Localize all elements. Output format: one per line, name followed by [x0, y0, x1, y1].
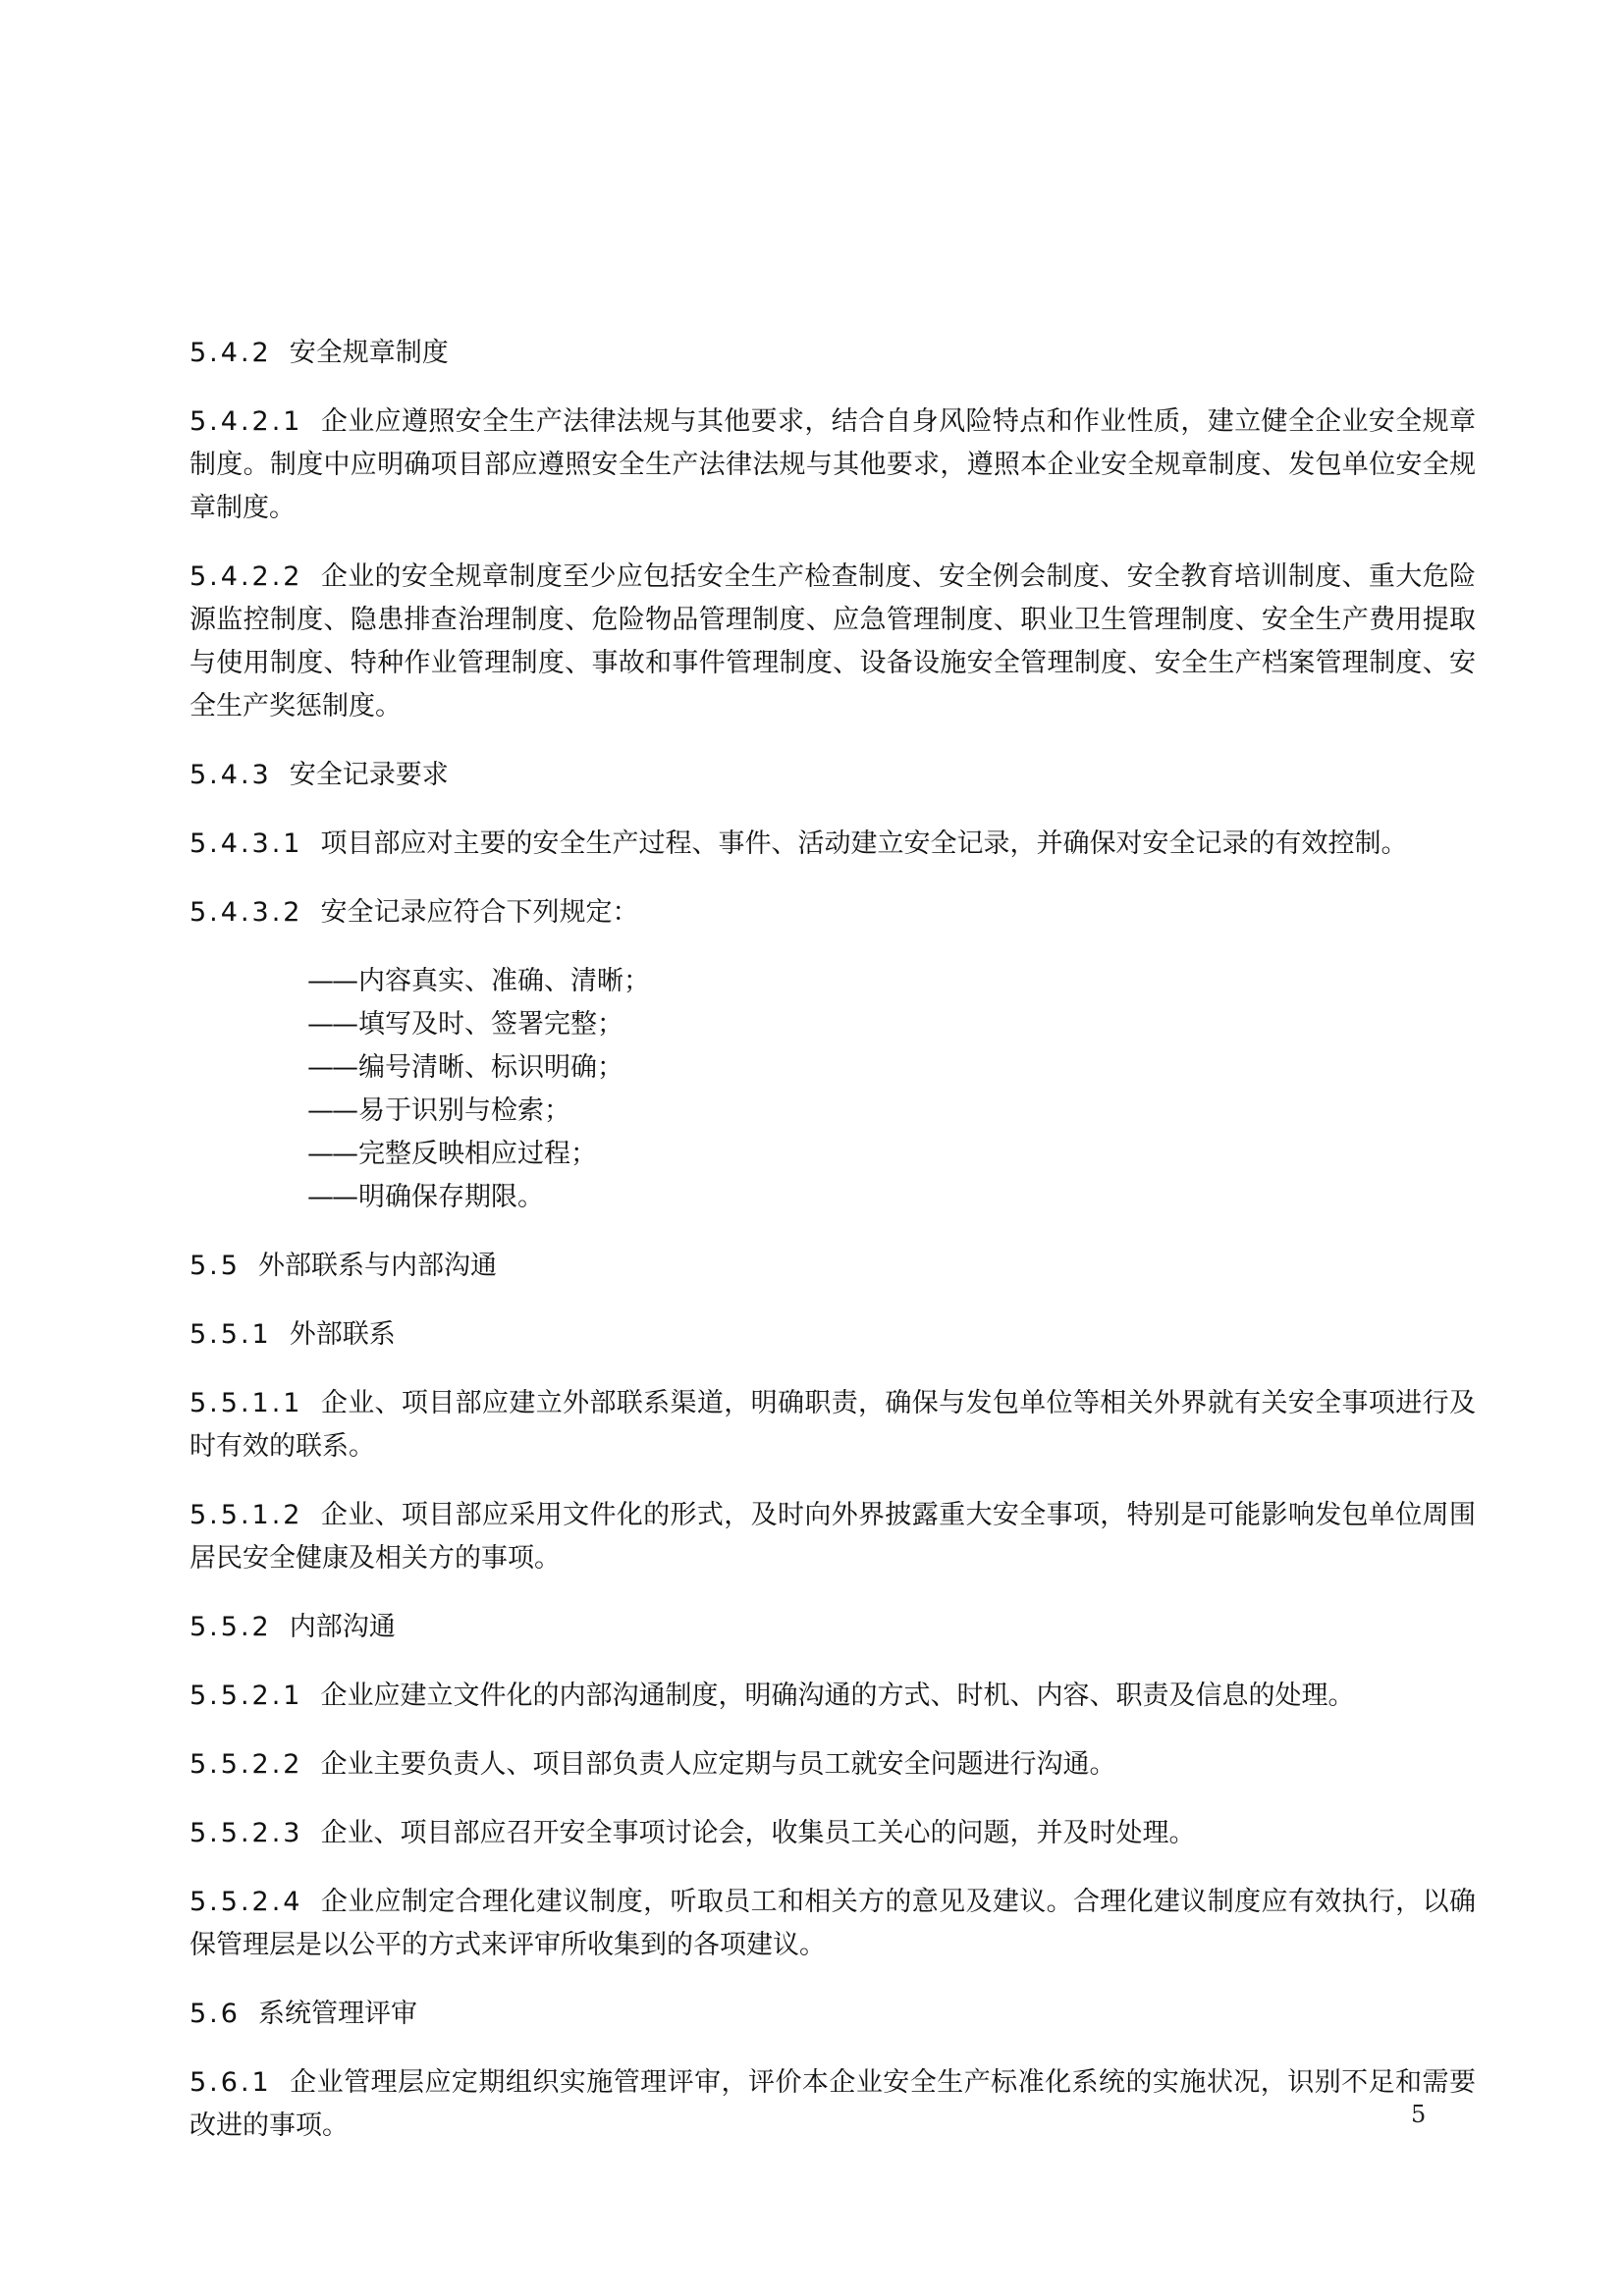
- heading-text: 外部联系: [289, 1319, 396, 1350]
- clause-number: 5.5.1.2: [189, 1500, 303, 1530]
- clause-text: 企业主要负责人、项目部负责人应定期与员工就安全问题进行沟通。: [320, 1749, 1116, 1780]
- list-item: —— 明确保存期限。: [307, 1176, 1476, 1219]
- clause-paragraph: [189, 400, 1476, 530]
- heading-text: 安全规章制度: [289, 338, 449, 368]
- clause-number: 5.4.2: [189, 338, 272, 368]
- list-item: —— 内容真实、准确、清晰；: [307, 960, 1476, 1003]
- clause-paragraph: [189, 1382, 1476, 1468]
- clause-text: 企业应制定合理化建议制度，听取员工和相关方的意见及建议。合理化建议制度应有效执行，以确保管理层是以公平的方式来评审所收集到的各项建议。: [189, 1887, 1476, 1960]
- clause-text: 企业管理层应定期组织实施管理评审，评价本企业安全生产标准化系统的实施状况，识别不足和需要改进的事项。: [189, 2067, 1476, 2141]
- clause-paragraph: [189, 1743, 1476, 1787]
- clause-number: 5.4.3.1: [189, 828, 303, 859]
- list-item: —— 完整反映相应过程；: [307, 1133, 1476, 1176]
- clause-number: 5.4.3: [189, 760, 272, 790]
- clause-paragraph: [189, 823, 1476, 866]
- document-body: [189, 332, 1476, 2173]
- section-heading: [189, 1606, 1476, 1649]
- clause-text: 企业、项目部应建立外部联系渠道，明确职责，确保与发包单位等相关外界就有关安全事项进行及时有效的联系。: [189, 1388, 1476, 1462]
- clause-text: 企业、项目部应召开安全事项讨论会，收集员工关心的问题，并及时处理。: [320, 1818, 1196, 1848]
- section-heading: [189, 754, 1476, 797]
- heading-text: 安全记录要求: [289, 760, 449, 790]
- section-heading: [189, 332, 1476, 375]
- clause-paragraph: [189, 891, 1476, 934]
- clause-number: 5.5.2.1: [189, 1681, 303, 1711]
- clause-text: 企业、项目部应采用文件化的形式，及时向外界披露重大安全事项，特别是可能影响发包单位周围居民安全健康及相关方的事项。: [189, 1500, 1476, 1574]
- clause-paragraph: [189, 1675, 1476, 1718]
- list-item: —— 易于识别与检索；: [307, 1090, 1476, 1133]
- requirement-list: [189, 960, 1476, 1219]
- clause-number: 5.5.2.2: [189, 1749, 303, 1780]
- clause-number: 5.4.3.2: [189, 897, 303, 928]
- heading-text: 外部联系与内部沟通: [257, 1251, 497, 1281]
- clause-text: 项目部应对主要的安全生产过程、事件、活动建立安全记录，并确保对安全记录的有效控制。: [320, 828, 1408, 859]
- clause-number: 5.5.2.3: [189, 1818, 303, 1848]
- clause-number: 5.5.1: [189, 1319, 272, 1350]
- clause-paragraph: [189, 1812, 1476, 1855]
- section-heading: [189, 1993, 1476, 2036]
- clause-number: 5.6: [189, 1999, 241, 2029]
- clause-text: 安全记录应符合下列规定：: [320, 897, 639, 928]
- clause-text: 企业应建立文件化的内部沟通制度，明确沟通的方式、时机、内容、职责及信息的处理。: [320, 1681, 1355, 1711]
- heading-text: 内部沟通: [289, 1612, 396, 1642]
- clause-text: 企业应遵照安全生产法律法规与其他要求，结合自身风险特点和作业性质，建立健全企业安全规章制度。制度中应明确项目部应遵照安全生产法律法规与其他要求，遵照本企业安全规章制度、发包单位安全规章制度。: [189, 406, 1476, 523]
- clause-text: 企业的安全规章制度至少应包括安全生产检查制度、安全例会制度、安全教育培训制度、重大危险源监控制度、隐患排查治理制度、危险物品管理制度、应急管理制度、职业卫生管理制度、安全生产费用提取与使用制度、特种作业管理制度、事故和事件管理制度、设备设施安全管理制度、安全生产档案管理制度、安全生产奖惩制度。: [189, 561, 1476, 721]
- clause-number: 5.5.2.4: [189, 1887, 303, 1917]
- list-item: —— 编号清晰、标识明确；: [307, 1046, 1476, 1090]
- list-item: —— 填写及时、签署完整；: [307, 1003, 1476, 1046]
- clause-number: 5.5.1.1: [189, 1388, 303, 1418]
- section-heading: [189, 1245, 1476, 1288]
- clause-paragraph: [189, 1494, 1476, 1580]
- clause-number: 5.4.2.1: [189, 406, 303, 437]
- clause-number: 5.4.2.2: [189, 561, 303, 592]
- clause-number: 5.5: [189, 1251, 241, 1281]
- section-heading: [189, 1313, 1476, 1357]
- clause-number: 5.6.1: [189, 2067, 272, 2098]
- page-number: 5: [1411, 2101, 1427, 2128]
- heading-text: 系统管理评审: [257, 1999, 417, 2029]
- clause-paragraph: [189, 556, 1476, 728]
- clause-number: 5.5.2: [189, 1612, 272, 1642]
- clause-paragraph: [189, 2061, 1476, 2148]
- clause-paragraph: [189, 1881, 1476, 1967]
